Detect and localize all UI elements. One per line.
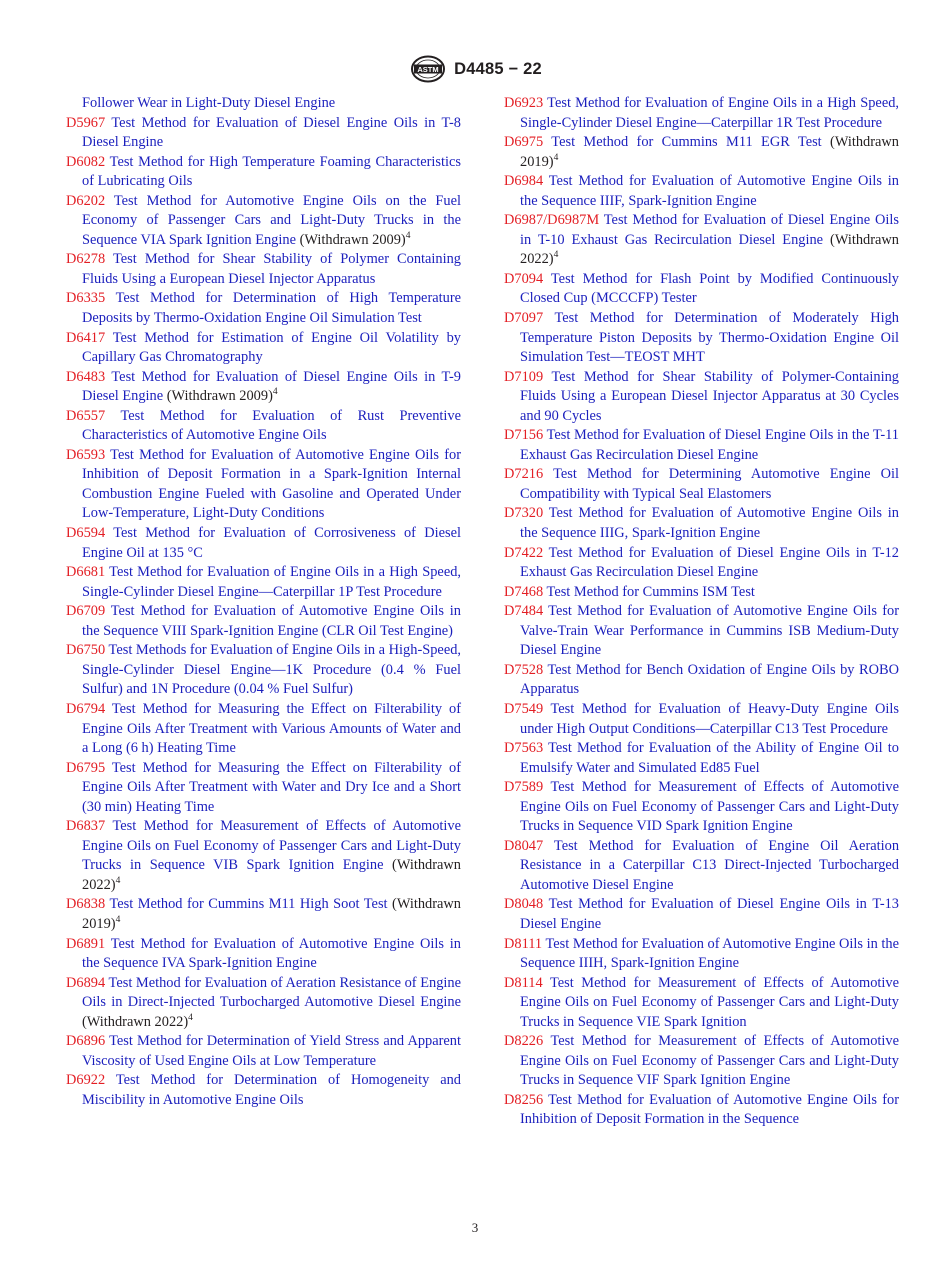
reference-entry [66,524,461,563]
standard-code-link[interactable]: D7589 [504,779,544,796]
standard-code-link[interactable]: D6984 [504,173,544,190]
standard-title-link[interactable]: Test Method for Evaluation of the Ability of Engine Oil to Emulsify Water and Simulated Ed85 Fuel [520,740,900,776]
standard-code-link[interactable]: D6795 [66,759,106,776]
withdrawn-text: (Withdrawn 2009) [166,388,273,405]
reference-entry [504,309,899,368]
footnote-marker: 4 [553,152,559,163]
reference-entry [66,817,461,895]
standard-code-link[interactable]: D7109 [504,368,544,385]
reference-entry [504,739,899,778]
reference-entry [504,465,899,504]
standard-code-link[interactable]: D6837 [66,818,106,835]
standard-title-link[interactable]: Test Method for Evaluation of Automotive Engine Oils for Valve-Train Wear Performance in Cummins ISB Medium-Duty Diesel Engine [520,603,899,659]
standard-title-link[interactable]: Test Method for Measurement of Effects of Automotive Engine Oils on Fuel Economy of Passenger Cars and Light-Duty Trucks in Sequence VIB Spark Ignition Engine [82,818,461,874]
reference-entry [504,172,899,211]
standard-title-link[interactable]: Test Method for Evaluation of Automotive Engine Oils for Inhibition of Deposit Formation in the Sequence [520,1091,899,1128]
standard-code-link[interactable]: D7156 [504,427,544,444]
standard-title-link[interactable]: Test Method for Evaluation of Automotive Engine Oils in the Sequence IIIG, Spark-Ignition Engine [520,505,899,542]
reference-entry [66,407,461,446]
reference-entry [66,368,461,407]
standard-title-link[interactable]: Test Method for Evaluation of Aeration Resistance of Engine Oils in Direct-Injected Turbocharged Automotive Diesel Engine [82,974,461,1011]
standard-title-link[interactable]: Test Method for Measurement of Effects of Automotive Engine Oils on Fuel Economy of Passenger Cars and Light-Duty Trucks in Sequence VIF Spark Ignition Engine [520,1033,899,1089]
reference-entry [66,641,461,700]
standard-code-link[interactable]: D8226 [504,1033,544,1050]
standard-title-link[interactable]: Test Method for Evaluation of Diesel Engine Oils in T-12 Exhaust Gas Recirculation Diesel Engine [520,544,900,581]
reference-entry [504,895,899,934]
standard-code-link[interactable]: D6987/D6987M [504,212,600,229]
standard-title-link[interactable]: Test Method for Cummins M11 EGR Test [551,134,822,151]
reference-entry [504,94,899,133]
withdrawn-text: (Withdrawn 2019) [82,896,461,932]
reference-entry [504,778,899,837]
reference-entry [66,759,461,818]
withdrawn-note [300,232,411,248]
withdrawn-text: (Withdrawn 2009) [299,231,406,248]
standard-code-link[interactable]: D6278 [66,251,106,268]
standard-code-link[interactable]: D7094 [504,270,544,287]
standard-title-link[interactable]: Test Method for High Temperature Foaming Characteristics of Lubricating Oils [82,153,461,190]
withdrawn-text: (Withdrawn 2022) [82,857,461,893]
right-column [504,94,899,1130]
reference-entry [504,661,899,700]
standard-title-link[interactable]: Test Method for Evaluation of Diesel Engine Oils in the T-11 Exhaust Gas Recirculation Diesel Engine [520,427,899,463]
standard-title-link[interactable]: Test Method for Determination of Moderately High Temperature Piston Deposits by Thermo-Oxidation Engine Oil Simulation Test—TEOST MHT [520,310,899,366]
standard-code-link[interactable]: D5967 [66,114,106,131]
reference-entry [66,1071,461,1110]
reference-entry [66,1032,461,1071]
standard-code-link[interactable]: D6709 [66,603,106,620]
left-column [66,94,461,1110]
standard-code-link[interactable]: D6975 [504,134,544,151]
reference-entry [66,114,461,153]
reference-entry [66,700,461,759]
standard-title-link[interactable]: Test Methods for Evaluation of Engine Oils in a High-Speed, Single-Cylinder Diesel Engine—1K Procedure (0.4 % Fuel Sulfur) and 1N Procedure (0.04 % Fuel Sulfur) [82,642,461,698]
standard-code-link[interactable]: D6593 [66,446,106,463]
standard-title-link[interactable]: Test Method for Automotive Engine Oils on the Fuel Economy of Passenger Cars and Light-Duty Trucks in the Sequence VIA Spark Ignition Engine [82,192,461,248]
standard-code-link[interactable]: D8114 [504,974,543,991]
reference-entry [504,1091,899,1130]
standard-title-link[interactable]: Test Method for Evaluation of Automotive Engine Oils in the Sequence VIII Spark-Ignition Engine (CLR Oil Test Engine) [82,603,461,639]
standard-title-link[interactable]: Test Method for Cummins M11 High Soot Test [109,896,388,913]
standard-code-link[interactable]: D6417 [66,329,106,346]
standard-code-link[interactable]: D7468 [504,583,544,600]
standard-title-link[interactable]: Test Method for Evaluation of Diesel Engine Oils in T-13 Diesel Engine [520,896,900,932]
standard-code-link[interactable]: D8048 [504,896,544,913]
standard-title-link[interactable]: Test Method for Determination of Yield Stress and Apparent Viscosity of Used Engine Oils at Low Temperature [82,1033,461,1069]
standard-title-link[interactable]: Test Method for Bench Oxidation of Engine Oils by ROBO Apparatus [520,661,899,698]
standard-title-link[interactable]: Test Method for Measuring the Effect on Filterability of Engine Oils After Treatment with Various Amounts of Water and a Long (6 h) Heating Time [82,700,461,757]
footnote-marker: 4 [115,914,121,925]
reference-entry [66,153,461,192]
standard-code-link[interactable]: D6202 [66,192,106,209]
page-number: 3 [471,1220,479,1235]
standard-title-link[interactable]: Test Method for Evaluation of Automotive Engine Oils in the Sequence IIIF, Spark-Ignition Engine [520,173,899,209]
reference-entry [504,602,899,661]
standard-code-link[interactable]: D7422 [504,544,544,561]
reference-entry [504,974,899,1033]
standard-title-link[interactable]: Test Method for Evaluation of Automotive Engine Oils in the Sequence IIIH, Spark-Ignition Engine [520,935,899,972]
withdrawn-text: (Withdrawn 2022) [82,1013,189,1030]
standard-code-link[interactable]: D7528 [504,661,544,678]
reference-entry [504,504,899,543]
withdrawn-note [82,1014,193,1030]
standard-code-link[interactable]: D7216 [504,466,544,483]
footnote-marker: 4 [405,230,411,241]
withdrawn-note [167,388,278,404]
standard-title-link[interactable]: Test Method for Determination of Homogeneity and Miscibility in Automotive Engine Oils [82,1072,462,1108]
standard-code-link[interactable]: D6681 [66,564,106,581]
footnote-marker: 4 [553,250,559,261]
reference-entry [504,426,899,465]
standard-code-link[interactable]: D7563 [504,740,544,757]
standard-code-link[interactable]: D6082 [66,153,106,170]
standard-title-link[interactable]: Test Method for Evaluation of Engine Oils in a High Speed, Single-Cylinder Diesel Engine—Caterpillar 1P Test Procedure [82,564,461,600]
standard-code-link[interactable]: D6557 [66,407,106,424]
standard-code-link[interactable]: D6794 [66,700,106,717]
standard-code-link[interactable]: D8047 [504,837,544,854]
standard-title-link[interactable]: Test Method for Evaluation of Heavy-Duty Engine Oils under High Output Conditions—Caterpillar C13 Test Procedure [520,700,899,737]
reference-entry [504,368,899,427]
footnote-marker: 4 [272,387,278,398]
standard-title-link[interactable]: Test Method for Determining Automotive Engine Oil Compatibility with Typical Seal Elastomers [520,466,899,502]
reference-entry [66,602,461,641]
standard-title-link[interactable]: Test Method for Evaluation of Engine Oils in a High Speed, Single-Cylinder Diesel Engine—Caterpillar 1R Test Procedure [520,95,899,131]
standard-code-link[interactable]: D6894 [66,974,106,991]
withdrawn-text: (Withdrawn 2019) [520,134,899,170]
continued-entry-text: Follower Wear in Light-Duty Diesel Engine [82,95,336,111]
standard-code-link[interactable]: D6896 [66,1033,106,1050]
standard-title-link[interactable]: Test Method for Shear Stability of Polymer Containing Fluids Using a European Diesel Injector Apparatus [82,251,462,287]
standard-title-link[interactable]: Test Method for Measuring the Effect on Filterability of Engine Oils After Treatment with Water and Dry Ice and a Short (30 min) Heating Time [82,759,461,815]
reference-entry [504,700,899,739]
astm-logo-text: ASTM [417,64,439,74]
standard-title-link[interactable]: Test Method for Evaluation of Corrosiveness of Diesel Engine Oil at 135 °C [82,525,461,561]
standard-title-link[interactable]: Test Method for Evaluation of Diesel Engine Oils in T-10 Exhaust Gas Recirculation Diesel Engine [520,212,899,248]
standard-title-link[interactable]: Test Method for Evaluation of Engine Oil Aeration Resistance in a Caterpillar C13 Direct-Injected Turbocharged Automotive Diesel Engine [520,837,900,893]
standard-code-link[interactable]: D6750 [66,642,106,659]
standard-code-link[interactable]: D6594 [66,525,106,542]
standard-title-link[interactable]: Test Method for Measurement of Effects of Automotive Engine Oils on Fuel Economy of Passenger Cars and Light-Duty Trucks in Sequence VIE Spark Ignition [520,974,899,1030]
reference-entry [504,1032,899,1091]
standard-code-link[interactable]: D6335 [66,290,106,307]
reference-entry [66,895,461,934]
withdrawn-text: (Withdrawn 2022) [520,231,899,268]
reference-entry [66,329,461,368]
standard-code-link[interactable]: D7549 [504,700,544,717]
standard-code-link[interactable]: D6838 [66,896,106,913]
standard-code-link[interactable]: D6922 [66,1072,106,1089]
standard-title-link[interactable]: Test Method for Cummins ISM Test [546,583,755,600]
standard-title-link[interactable]: Test Method for Measurement of Effects of Automotive Engine Oils on Fuel Economy of Passenger Cars and Light-Duty Trucks in Sequence VID Spark Ignition Engine [520,779,899,835]
reference-entry [66,289,461,328]
standard-title-link[interactable]: Test Method for Determination of High Temperature Deposits by Thermo-Oxidation Engine Oil Simulation Test [82,290,461,327]
reference-entry [504,935,899,974]
reference-entry [504,544,899,583]
reference-entry [504,837,899,896]
reference-entry [504,133,899,172]
standard-code-link[interactable]: D7484 [504,603,544,620]
standard-code-link[interactable]: D8256 [504,1091,544,1108]
reference-entry [504,270,899,309]
standard-title-link[interactable]: Test Method for Estimation of Engine Oil Volatility by Capillary Gas Chromatography [82,329,461,366]
standard-code-link[interactable]: D6483 [66,368,106,385]
standard-title-link[interactable]: Test Method for Evaluation of Diesel Engine Oils in T-8 Diesel Engine [82,114,461,151]
standard-title-link[interactable]: Test Method for Flash Point by Modified Continuously Closed Cup (MCCCFP) Tester [520,270,899,307]
reference-entry [504,583,899,603]
standard-code-link[interactable]: D6923 [504,95,544,111]
standard-code-link[interactable]: D7320 [504,505,544,522]
standard-title-link[interactable]: Test Method for Shear Stability of Polymer-Containing Fluids Using a European Diesel Injector Apparatus at 30 Cycles and 90 Cycles [520,368,899,424]
reference-entry [504,211,899,270]
reference-entry [66,446,461,524]
astm-logo-icon [408,55,448,83]
standard-title-link[interactable]: Test Method for Evaluation of Automotive Engine Oils for Inhibition of Deposit Formation in a Spark-Ignition Internal Combustion Engine Fueled with Gasoline and Operated Under Low-Temperature, Light-Duty Conditions [82,446,461,522]
reference-entry [66,192,461,251]
standard-code-link[interactable]: D6891 [66,935,106,952]
document-designation: D4485 − 22 [454,59,542,78]
reference-entry [66,250,461,289]
standard-code-link[interactable]: D8111 [504,935,543,952]
standard-title-link[interactable]: Test Method for Evaluation of Rust Preventive Characteristics of Automotive Engine Oils [82,407,461,444]
standard-code-link[interactable]: D7097 [504,310,544,327]
footnote-marker: 4 [115,875,121,886]
reference-entry [66,563,461,602]
footnote-marker: 4 [188,1012,193,1023]
reference-entry [66,935,461,974]
standard-title-link[interactable]: Test Method for Evaluation of Diesel Engine Oils in T-9 Diesel Engine [82,368,461,405]
page-header [0,54,950,84]
standard-title-link[interactable]: Test Method for Evaluation of Automotive Engine Oils in the Sequence IVA Spark-Ignition Engine [82,935,461,972]
reference-entry [66,974,461,1033]
